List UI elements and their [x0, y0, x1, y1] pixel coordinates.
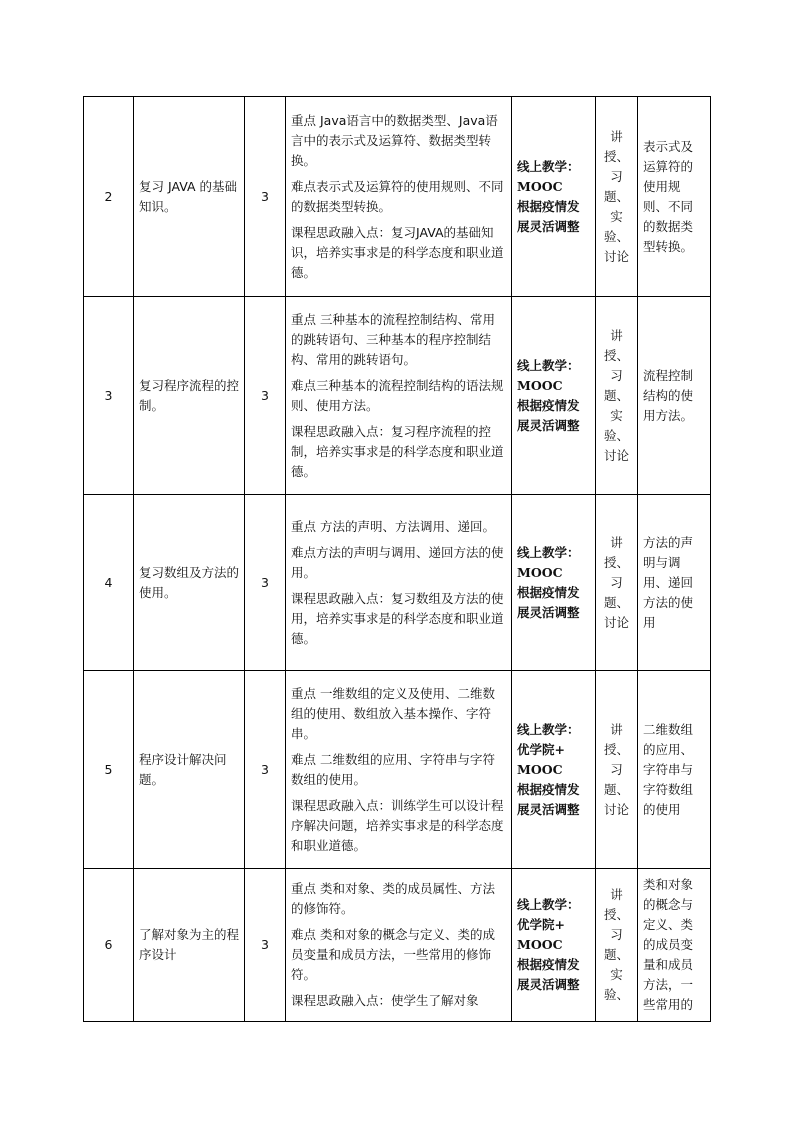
- hours-cell: 3: [245, 97, 286, 297]
- mode-line: 根据疫情发展灵活调整: [517, 397, 580, 433]
- key-points: 重点 方法的声明、方法调用、递回。: [291, 518, 495, 534]
- mode-line: MOOC: [517, 761, 563, 777]
- method-line: 验、: [603, 228, 629, 244]
- method-line: 授、: [603, 347, 629, 363]
- table-row: [84, 869, 711, 1022]
- method-line: 验、: [603, 987, 629, 1002]
- mode-line: MOOC: [517, 937, 563, 952]
- method-line: 讨论: [603, 248, 629, 264]
- row-number: 4: [84, 495, 134, 671]
- content-cell: [286, 869, 512, 1022]
- row-number: 3: [84, 297, 134, 495]
- hours-cell: 3: [245, 671, 286, 869]
- method-line: 讨论: [603, 801, 629, 817]
- method-line: 讲: [610, 534, 623, 550]
- difficulty-cell: 类和对象的概念与定义、类的成员变量和成员方法，一些常用的: [638, 869, 711, 1022]
- difficulty-cell: 方法的声明与调用、递回方法的使用: [638, 495, 711, 671]
- teaching-mode-cell: [512, 671, 596, 869]
- method-line: 习: [610, 367, 623, 383]
- ideology-points: 课程思政融入点：复习JAVA的基础知识，培养实事求是的科学态度和职业道德。: [291, 224, 504, 280]
- topic-cell: 复习程序流程的控制。: [134, 297, 245, 495]
- mode-line: MOOC: [517, 377, 563, 393]
- mode-line: MOOC: [517, 564, 563, 580]
- method-line: 题、: [603, 594, 629, 610]
- ideology-points: 课程思政融入点：使学生了解对象: [291, 993, 479, 1008]
- teaching-mode-cell: [512, 869, 596, 1022]
- topic-cell: 了解对象为主的程序设计: [134, 869, 245, 1022]
- ideology-points: 课程思政融入点：复习程序流程的控制，培养实事求是的科学态度和职业道德。: [291, 423, 504, 479]
- topic-cell: 程序设计解决问题。: [134, 671, 245, 869]
- topic-cell: 复习 JAVA 的基础知识。: [134, 97, 245, 297]
- method-line: 讲: [610, 887, 623, 902]
- teaching-mode-cell: [512, 297, 596, 495]
- mode-line: 线上教学：: [517, 897, 580, 912]
- hours-cell: 3: [245, 869, 286, 1022]
- mode-line: 优学院+: [517, 917, 565, 932]
- method-line: 实: [610, 407, 623, 423]
- method-line: 习: [610, 761, 623, 777]
- method-line: 习: [610, 168, 623, 184]
- content-cell: [286, 495, 512, 671]
- hours-cell: 3: [245, 495, 286, 671]
- mode-line: 优学院+: [517, 741, 565, 757]
- method-line: 授、: [603, 554, 629, 570]
- difficult-points: 难点 类和对象的概念与定义、类的成员变量和成员方法，一些常用的修饰符。: [291, 927, 495, 982]
- row-number: 6: [84, 869, 134, 1022]
- method-line: 讨论: [603, 614, 629, 630]
- method-line: 习: [610, 574, 623, 590]
- method-line: 习: [610, 927, 623, 942]
- key-points: 重点 Java语言中的数据类型、Java语言中的表示式及运算符、数据类型转换。: [291, 112, 498, 168]
- difficult-points: 难点方法的声明与调用、递回方法的使用。: [291, 544, 504, 580]
- difficult-points: 难点三种基本的流程控制结构的语法规则、使用方法。: [291, 377, 504, 413]
- syllabus-table: [83, 96, 711, 1022]
- difficult-points: 难点表示式及运算符的使用规则、不同的数据类型转换。: [291, 178, 504, 214]
- mode-line: 根据疫情发展灵活调整: [517, 584, 580, 620]
- mode-line: 根据疫情发展灵活调整: [517, 781, 580, 817]
- difficult-points: 难点 二维数组的应用、字符串与字符数组的使用。: [291, 751, 495, 787]
- difficulty-cell: 表示式及运算符的使用规则、不同的数据类型转换。: [638, 97, 711, 297]
- method-line: 讨论: [603, 447, 629, 463]
- method-cell: [596, 495, 638, 671]
- content-cell: [286, 671, 512, 869]
- key-points: 重点 三种基本的流程控制结构、常用的跳转语句、三种基本的程序控制结构、常用的跳转语句。: [291, 311, 495, 367]
- method-line: 题、: [603, 947, 629, 962]
- mode-line: 根据疫情发展灵活调整: [517, 957, 580, 992]
- method-line: 讲: [610, 327, 623, 343]
- teaching-mode-cell: [512, 97, 596, 297]
- method-line: 题、: [603, 188, 629, 204]
- teaching-mode-cell: [512, 495, 596, 671]
- mode-line: 线上教学：: [517, 357, 580, 373]
- mode-line: 线上教学：: [517, 158, 580, 174]
- method-line: 授、: [603, 907, 629, 922]
- content-cell: [286, 297, 512, 495]
- ideology-points: 课程思政融入点：训练学生可以设计程序解决问题，培养实事求是的科学态度和职业道德。: [291, 797, 504, 853]
- method-cell: [596, 97, 638, 297]
- method-line: 讲: [610, 128, 623, 144]
- method-cell: [596, 671, 638, 869]
- method-line: 实: [610, 208, 623, 224]
- method-line: 授、: [603, 741, 629, 757]
- mode-line: MOOC: [517, 178, 563, 194]
- row-number: 2: [84, 97, 134, 297]
- mode-line: 线上教学：: [517, 544, 580, 560]
- ideology-points: 课程思政融入点：复习数组及方法的使用，培养实事求是的科学态度和职业道德。: [291, 590, 504, 646]
- difficulty-cell: 流程控制结构的使用方法。: [638, 297, 711, 495]
- table-row: [84, 495, 711, 671]
- method-line: 题、: [603, 781, 629, 797]
- table-row: [84, 297, 711, 495]
- method-line: 验、: [603, 427, 629, 443]
- key-points: 重点 一维数组的定义及使用、二维数组的使用、数组放入基本操作、字符串。: [291, 685, 495, 741]
- method-cell: [596, 869, 638, 1022]
- table-row: [84, 671, 711, 869]
- method-line: 实: [610, 967, 623, 982]
- method-line: 授、: [603, 148, 629, 164]
- topic-cell: 复习数组及方法的使用。: [134, 495, 245, 671]
- method-cell: [596, 297, 638, 495]
- row-number: 5: [84, 671, 134, 869]
- table-row: [84, 97, 711, 297]
- content-cell: [286, 97, 512, 297]
- mode-line: 线上教学：: [517, 721, 580, 737]
- mode-line: 根据疫情发展灵活调整: [517, 198, 580, 234]
- method-line: 题、: [603, 387, 629, 403]
- method-line: 讲: [610, 721, 623, 737]
- hours-cell: 3: [245, 297, 286, 495]
- difficulty-cell: 二维数组的应用、字符串与字符数组的使用: [638, 671, 711, 869]
- key-points: 重点 类和对象、类的成员属性、方法的修饰符。: [291, 881, 495, 916]
